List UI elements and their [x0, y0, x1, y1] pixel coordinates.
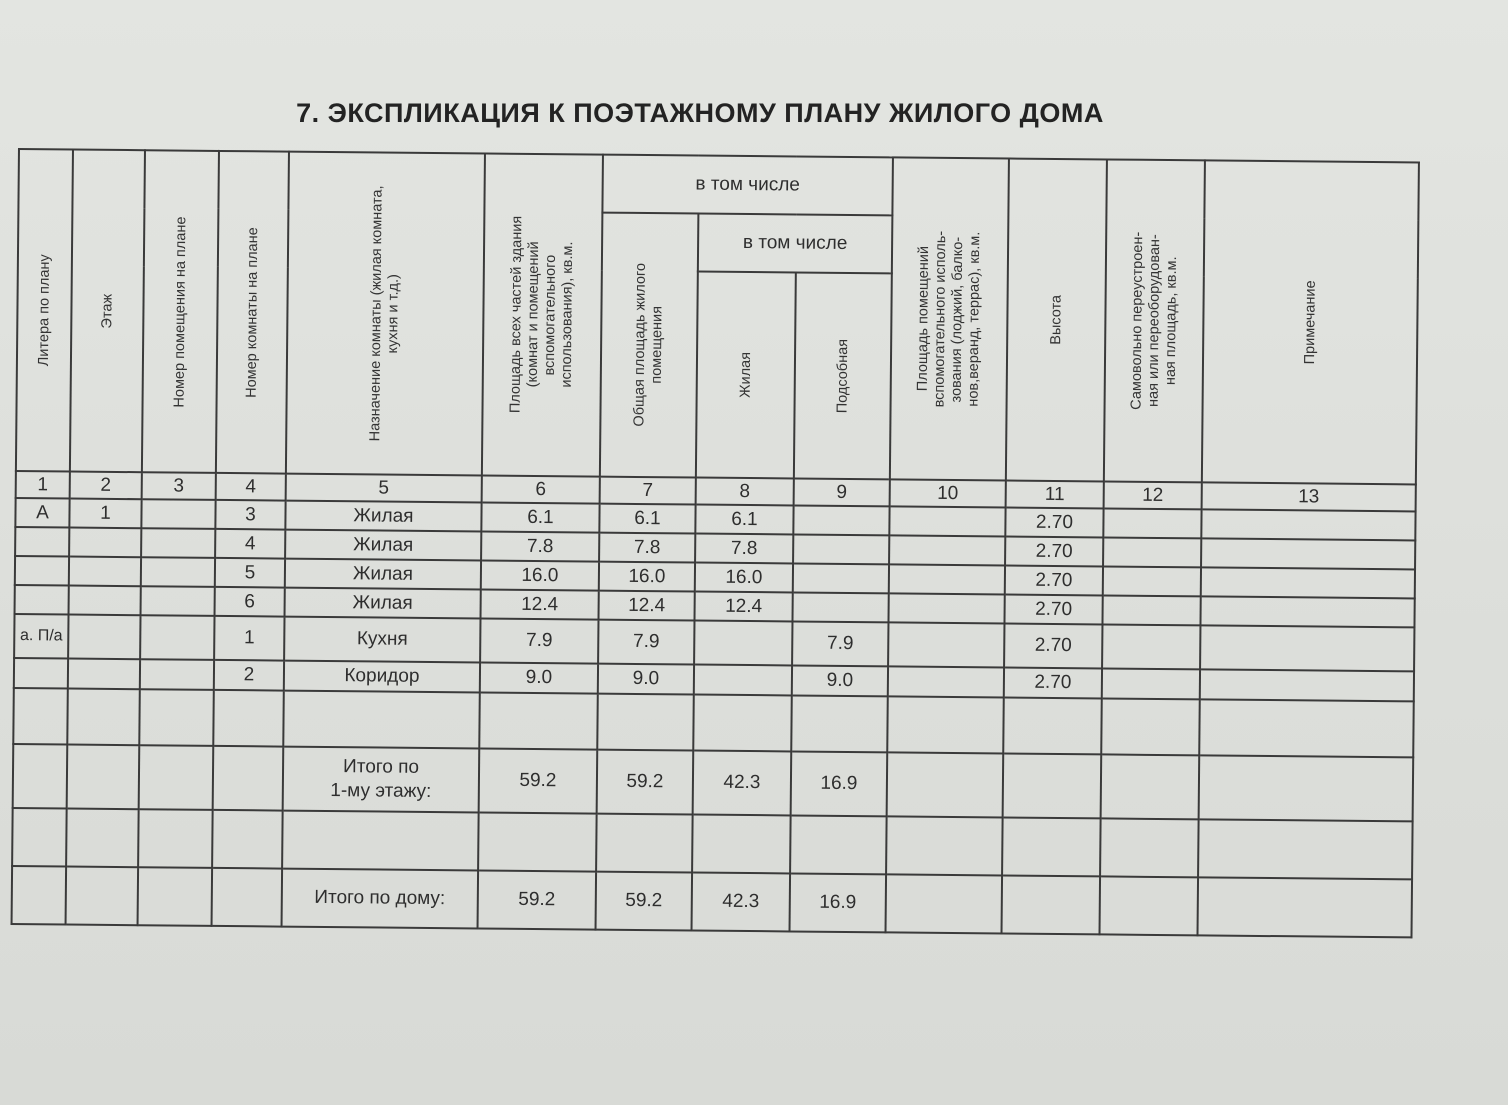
cell-height: 2.70 — [1004, 594, 1102, 624]
header-utility: Подсобная — [794, 272, 892, 479]
column-number: 7 — [600, 477, 696, 505]
column-number: 6 — [482, 475, 600, 503]
cell-premises — [141, 586, 215, 616]
cell-auxiliary — [888, 622, 1004, 667]
cell-liter: А — [15, 498, 69, 528]
cell-note — [1200, 625, 1414, 671]
cell-height: 2.70 — [1005, 536, 1103, 566]
cell-unauthorized — [1102, 595, 1200, 625]
cell-total-area: 6.1 — [481, 502, 599, 532]
cell-living-total: 6.1 — [599, 504, 695, 534]
cell-living: 16.0 — [695, 563, 793, 593]
cell-unauthorized — [1103, 508, 1201, 538]
cell-purpose: Кухня — [284, 617, 480, 663]
cell-floor — [69, 557, 141, 587]
column-number: 1 — [16, 471, 70, 499]
cell-height: 2.70 — [1005, 565, 1103, 595]
cell-total-area: 9.0 — [480, 662, 598, 693]
cell-total-area: 16.0 — [481, 560, 599, 590]
cell-room: 6 — [215, 587, 285, 617]
cell-premises — [141, 499, 215, 529]
cell-premises — [140, 659, 214, 690]
document-title: 7. ЭКСПЛИКАЦИЯ К ПОЭТАЖНОМУ ПЛАНУ ЖИЛОГО ДОМА — [296, 98, 1104, 128]
total-house-living: 42.3 — [692, 873, 791, 932]
header-row — [18, 149, 1418, 220]
cell-room: 5 — [215, 558, 285, 588]
header-unauthorized-area: Самовольно переустроен- ная или переоборудован- ная площадь, кв.м. — [1104, 159, 1205, 482]
column-number: 5 — [286, 474, 482, 503]
cell-liter — [15, 556, 69, 586]
cell-room: 4 — [215, 529, 285, 559]
cell-height: 2.70 — [1005, 507, 1103, 537]
cell-premises — [141, 528, 215, 558]
column-number: 10 — [890, 479, 1006, 507]
total-floor-label: Итого по 1-му этажу: — [283, 747, 480, 813]
cell-utility — [793, 563, 889, 593]
column-number: 13 — [1202, 482, 1416, 511]
column-number: 11 — [1006, 480, 1104, 508]
cell-living: 6.1 — [695, 505, 793, 535]
total-house-row — [12, 866, 1412, 937]
cell-unauthorized — [1103, 566, 1201, 596]
cell-purpose: Жилая — [285, 559, 481, 590]
cell-note — [1201, 538, 1415, 569]
cell-liter — [15, 527, 69, 557]
cell-utility: 7.9 — [792, 621, 888, 666]
cell-auxiliary — [888, 666, 1004, 697]
cell-note — [1200, 669, 1414, 701]
cell-floor — [69, 528, 141, 558]
cell-purpose: Жилая — [285, 588, 481, 619]
cell-auxiliary — [889, 535, 1005, 565]
cell-utility — [793, 534, 889, 564]
cell-room: 3 — [215, 500, 285, 530]
total-house-area: 59.2 — [478, 870, 597, 929]
column-number: 3 — [142, 472, 216, 500]
total-floor-area: 59.2 — [479, 748, 598, 813]
cell-living-total: 7.8 — [599, 533, 695, 563]
cell-liter: а. П/а — [14, 614, 68, 659]
cell-floor — [69, 586, 141, 616]
cell-unauthorized — [1103, 537, 1201, 567]
cell-total-area: 12.4 — [481, 589, 599, 619]
header-floor: Этаж — [70, 150, 145, 473]
cell-room: 2 — [214, 660, 284, 691]
header-room-number: Номер комнаты на плане — [216, 151, 289, 474]
cell-utility — [792, 592, 888, 622]
cell-purpose: Жилая — [285, 501, 481, 532]
cell-total-area: 7.8 — [481, 531, 599, 561]
cell-floor: 1 — [69, 499, 141, 529]
cell-auxiliary — [889, 506, 1005, 536]
column-number: 2 — [70, 472, 142, 500]
total-floor-utility: 16.9 — [791, 751, 888, 816]
cell-height: 2.70 — [1004, 667, 1102, 698]
cell-utility — [793, 505, 889, 535]
header-group-including-sub: в том числе — [698, 214, 893, 274]
header-living: Жилая — [696, 272, 796, 479]
cell-unauthorized — [1102, 668, 1200, 699]
cell-living: 7.8 — [695, 534, 793, 564]
cell-floor — [68, 659, 140, 690]
column-number: 9 — [794, 478, 890, 506]
cell-purpose: Коридор — [284, 661, 480, 693]
cell-living — [694, 665, 792, 696]
cell-floor — [68, 615, 140, 660]
header-premises-number: Номер помещения на плане — [142, 150, 219, 473]
cell-note — [1201, 567, 1415, 598]
cell-room: 1 — [214, 616, 284, 661]
cell-living-total: 12.4 — [598, 591, 694, 621]
header-living-space-total: Общая площадь жилого помещения — [600, 213, 699, 478]
cell-living: 12.4 — [694, 592, 792, 622]
header-liter: Литера по плану — [16, 149, 73, 472]
header-room-purpose: Назначение комнаты (жилая комната, кухня и т.д.) — [286, 152, 485, 476]
cell-premises — [140, 615, 214, 660]
cell-auxiliary — [889, 564, 1005, 594]
column-number: 8 — [696, 478, 794, 506]
cell-premises — [141, 557, 215, 587]
header-total-area: Площадь всех частей здания (комнат и помещений вспомогательного использования), кв.м. — [482, 153, 603, 476]
cell-living-total: 16.0 — [599, 562, 695, 592]
cell-living-total: 7.9 — [598, 620, 694, 665]
header-note: Примечание — [1202, 160, 1419, 484]
total-house-utility: 16.9 — [790, 873, 887, 932]
cell-note — [1200, 596, 1414, 627]
cell-unauthorized — [1102, 624, 1200, 669]
column-number: 4 — [216, 473, 286, 501]
cell-liter — [14, 658, 68, 689]
total-house-living-total: 59.2 — [596, 872, 693, 931]
cell-total-area: 7.9 — [480, 618, 598, 663]
cell-liter — [15, 585, 69, 615]
explication-table — [11, 148, 1420, 938]
cell-auxiliary — [888, 593, 1004, 623]
header-auxiliary-area: Площадь помещений вспомогательного исполь- зования (лоджий, балко- нов,веранд, террас), кв.м. — [890, 157, 1009, 480]
header-height: Высота — [1006, 159, 1107, 482]
cell-living-total: 9.0 — [598, 664, 694, 695]
total-floor-living: 42.3 — [693, 751, 792, 816]
header-group-including: в том числе — [602, 155, 893, 216]
cell-living — [694, 621, 792, 666]
total-floor-living-total: 59.2 — [597, 750, 694, 815]
column-number: 12 — [1104, 481, 1202, 509]
cell-height: 2.70 — [1004, 623, 1102, 668]
cell-utility: 9.0 — [792, 665, 888, 696]
cell-note — [1201, 509, 1415, 540]
total-house-label: Итого по дому: — [282, 869, 479, 929]
cell-purpose: Жилая — [285, 530, 481, 561]
